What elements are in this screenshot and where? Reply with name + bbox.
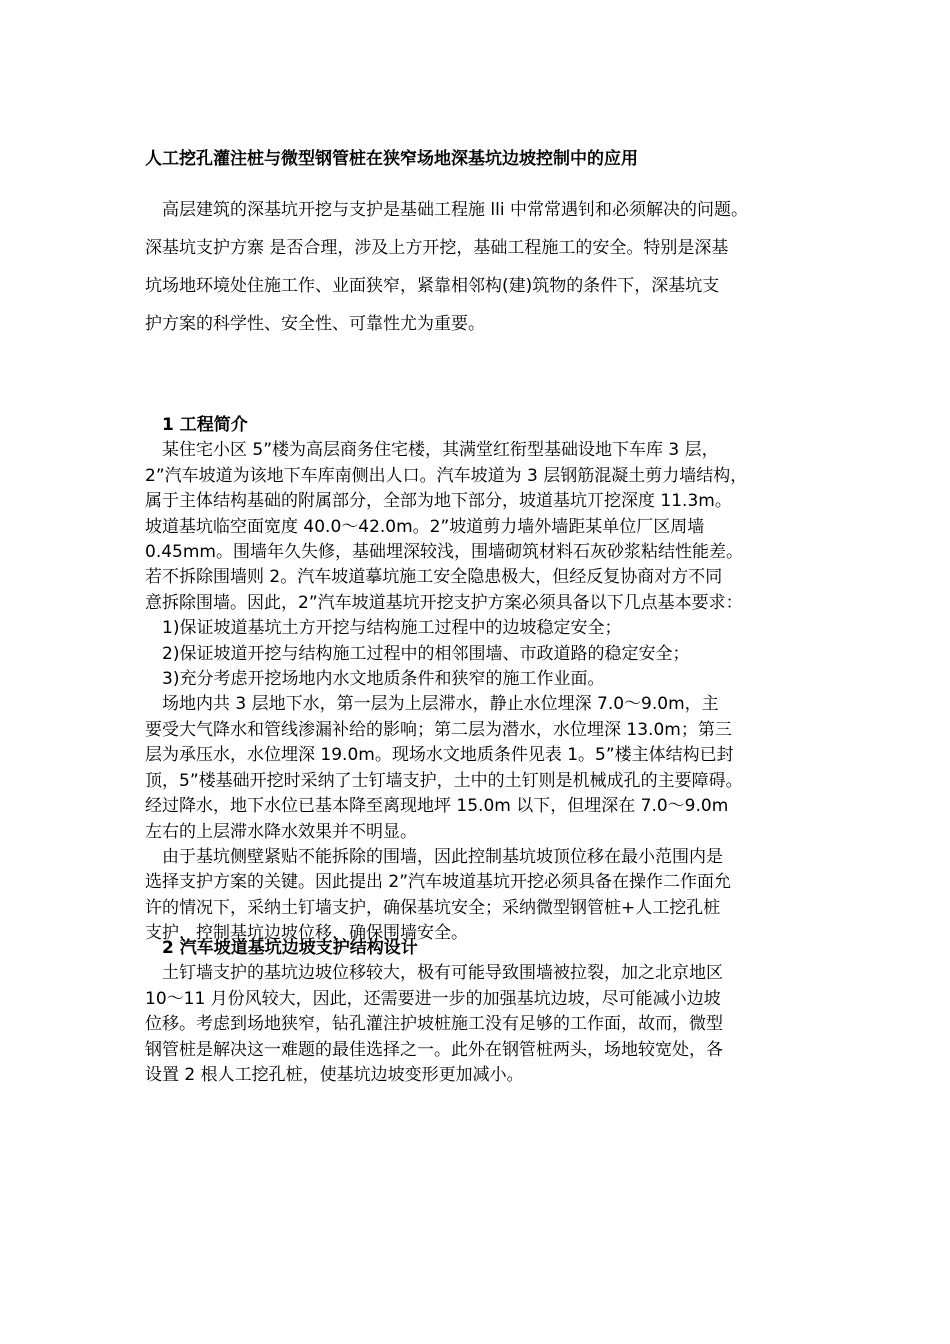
intro-paragraph <box>145 191 835 343</box>
text-line: 属于主体结构基础的附属部分，全部为地下部分，坡道基坑丌挖深度 11.3m。 <box>145 491 732 512</box>
text-line: 支护，控制基坑边坡位移，确保围墙安全。 <box>145 923 468 944</box>
text-line: 2)保证坡道开挖与结构施工过程中的相邻围墙、市政道路的稳定安全； <box>145 643 690 664</box>
text-line: 高层建筑的深基坑开挖与支护是基础工程施 lli 中常常遇钊和必须解决的问题。 <box>145 200 748 220</box>
section-2 <box>145 936 835 1088</box>
section-1-heading: 1 工程简介 <box>145 415 248 435</box>
text-line: 选择支护方案的关键。因此提出 2”汽车坡道基坑开挖必须具备在操作二作面允 <box>145 872 732 893</box>
text-line: 坑场地环境处住施工作、业面狭窄，紧靠相邻构(建)筑物的条件下，深基坑支 <box>145 276 720 296</box>
section-1-body <box>145 438 835 946</box>
text-line: 1)保证坡道基坑土方开挖与结构施工过程中的边坡稳定安全； <box>145 618 622 639</box>
text-line: 土钉墙支护的基坑边坡位移较大，极有可能导致围墙被拉裂，加之北京地区 <box>145 963 723 984</box>
text-line: 2”汽车坡道为该地下车库南侧出人口。汽车坡道为 3 层钢筋混凝土剪力墙结构， <box>145 465 748 486</box>
text-line: 深基坑支护方寨 是否合理，涉及上方开挖，基础工程施工的安全。特别是深基 <box>145 238 729 258</box>
text-line: 设置 2 根人工挖孔桩，使基坑边坡变形更加减小。 <box>145 1065 524 1086</box>
text-line: 场地内共 3 层地下水，第一层为上层滞水，静止水位埋深 7.0～9.0m，主 <box>145 694 719 715</box>
text-line: 层为承压水，水位埋深 19.0m。现场水文地质条件见表 1。5”楼主体结构已封 <box>145 745 734 766</box>
text-line: 某住宅小区 5”楼为高层商务住宅楼，其满堂红衔型基础设地下车库 3 层， <box>145 440 719 461</box>
document-title: 人工挖孔灌注桩与微型钢管桩在狭窄场地深基坑边坡控制中的应用 <box>145 149 638 169</box>
section-2-heading: 2 汽车坡道基坑边坡支护结构设计 <box>145 938 418 958</box>
text-line: 左右的上层滞水降水效果并不明显。 <box>145 821 417 842</box>
section-2-body <box>145 961 835 1088</box>
text-line: 由于基坑侧壁紧贴不能拆除的围墙，因此控制基坑坡顶位移在最小范围内是 <box>145 846 723 867</box>
text-line: 0.45mm。围墙年久失修，基础埋深较浅，围墙砌筑材料石灰砂浆粘结性能差。 <box>145 542 743 563</box>
text-line: 坡道基坑临空面宽度 40.0～42.0m。2”坡道剪力墙外墙距某单位厂区周墙 <box>145 516 705 537</box>
text-line: 意拆除围墙。因此，2”汽车坡道基坑开挖支护方案必须具备以下几点基本要求： <box>145 592 743 613</box>
text-line: 若不拆除围墙则 2。汽车坡道摹坑施工安全隐患极大，但经反复协商对方不同 <box>145 567 723 588</box>
text-line: 要受大气降水和管线渗漏补给的影响；第二层为潜水，水位埋深 13.0m；第三 <box>145 719 732 740</box>
text-line: 10～11 月份风较大，因此，还需要进一步的加强基坑边坡，尽可能减小边坡 <box>145 988 721 1009</box>
text-line: 3)充分考虑开挖场地内水文地质条件和狭窄的施工作业面。 <box>145 669 605 690</box>
text-line: 护方案的科学性、安全性、可靠性尤为重要。 <box>145 314 485 334</box>
section-1 <box>145 413 835 947</box>
text-line: 许的情况下，采纳土钉墙支护，确保基坑安全；采纳微型钢管桩+人工挖孔桩 <box>145 897 721 918</box>
text-line: 经过降水，地下水位已基本降至离现地坪 15.0m 以下，但埋深在 7.0～9.0m <box>145 796 729 817</box>
text-line: 位移。考虑到场地狭窄，钻孔灌注护坡桩施工没有足够的工作面，故而，微型 <box>145 1014 723 1035</box>
text-line: 顶，5”楼基础开挖时采纳了士钉墙支护，土中的土钉则是机械成孔的主要障碍。 <box>145 770 743 791</box>
text-line: 钢管桩是解决这一难题的最佳选择之一。此外在钢管桩两头，场地较宽处，各 <box>145 1039 723 1060</box>
